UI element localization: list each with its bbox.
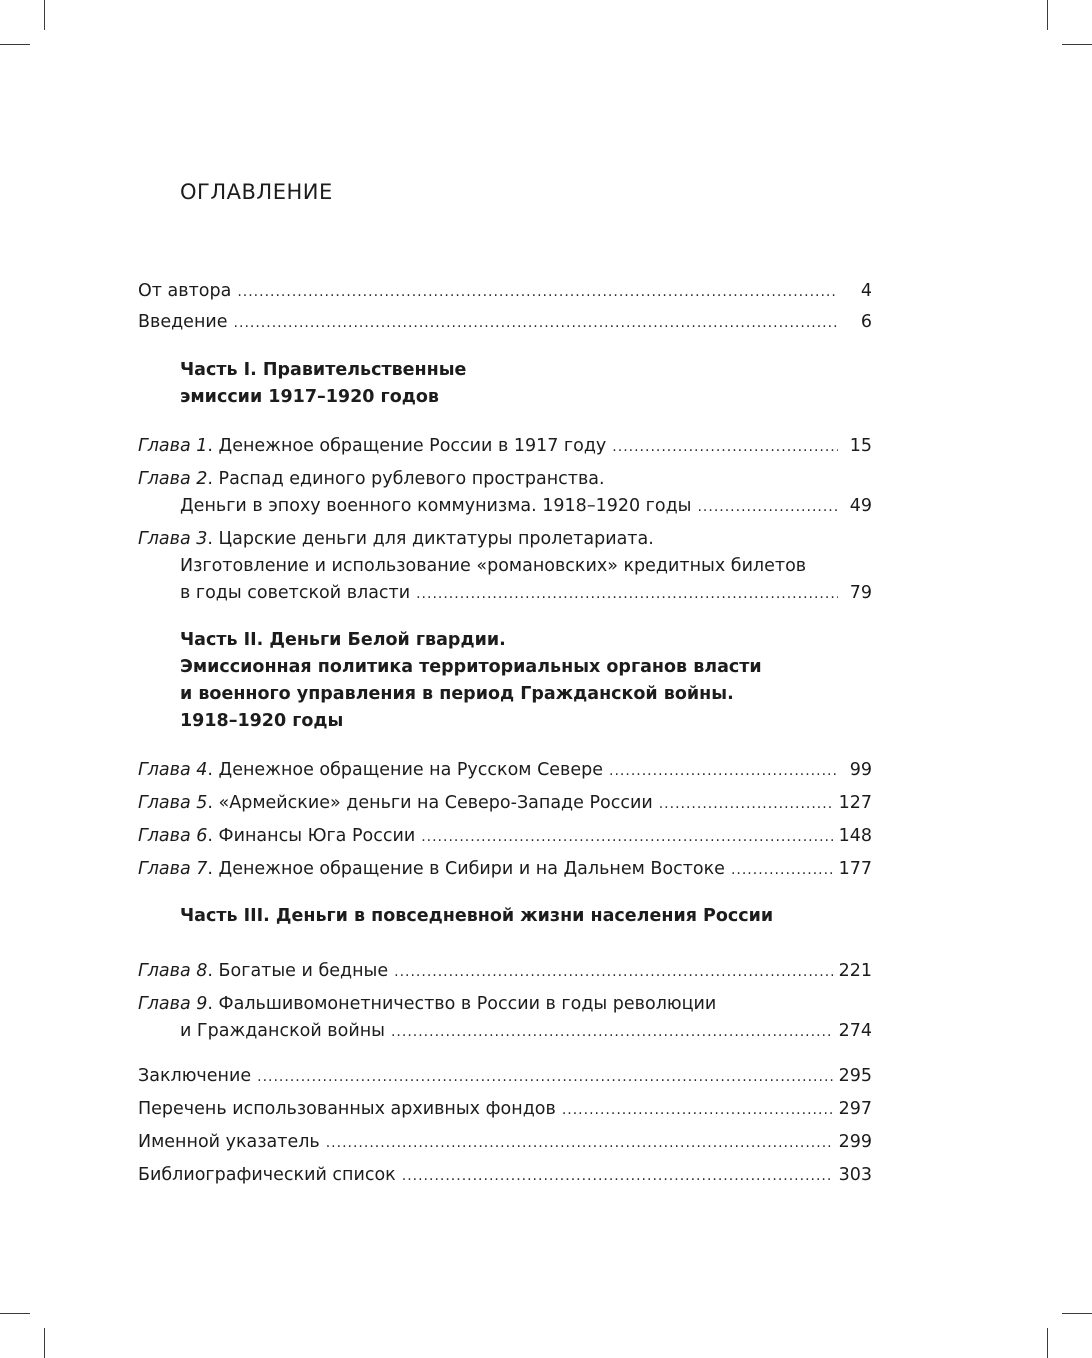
toc-entry-bibliography[interactable] [138, 1162, 872, 1190]
page-number: 148 [838, 826, 872, 846]
chapter-title: . Денежное обращение в Сибири и на Дальнем Востоке [207, 859, 725, 879]
part-heading-1 [180, 357, 820, 411]
page-number: 274 [838, 1021, 872, 1041]
page-number: 49 [849, 496, 872, 516]
chapter-title-cont: Деньги в эпоху военного коммунизма. 1918–1920 годы [180, 496, 692, 516]
dot-leader [234, 310, 838, 337]
page-number: 127 [838, 793, 872, 813]
entry-label: Введение [138, 312, 228, 332]
dot-leader [391, 1019, 833, 1046]
chapter-prefix: Глава 7 [138, 859, 208, 879]
chapter-title: . Распад единого рублевого пространства. [207, 469, 605, 489]
toc-entry-conclusion[interactable] [138, 1063, 872, 1091]
toc-entry-chapter-6[interactable] [138, 823, 872, 851]
page-number: 4 [860, 281, 872, 301]
part-line: Эмиссионная политика территориальных органов власти [180, 657, 762, 677]
toc-entry-chapter-2[interactable] [138, 466, 872, 521]
chapter-title: . Богатые и бедные [207, 961, 389, 981]
crop-mark [1047, 0, 1048, 30]
chapter-title: . Денежное обращение России в 1917 году [207, 436, 607, 456]
part-heading-2 [180, 627, 820, 735]
toc-entry-author[interactable] [138, 278, 872, 306]
crop-mark [0, 1313, 30, 1314]
page-title: ОГЛАВЛЕНИЕ [180, 180, 333, 204]
dot-leader [609, 758, 838, 785]
chapter-prefix: Глава 5 [138, 793, 208, 813]
toc-entry-archives[interactable] [138, 1096, 872, 1124]
crop-mark [1047, 1328, 1048, 1358]
dot-leader [237, 279, 838, 306]
toc-entry-chapter-4[interactable] [138, 757, 872, 785]
entry-label: Библиографический список [138, 1165, 396, 1185]
dot-leader [402, 1163, 833, 1190]
entry-label: Перечень использованных архивных фондов [138, 1099, 556, 1119]
chapter-prefix: Глава 1 [138, 436, 208, 456]
page-number: 99 [849, 760, 872, 780]
dot-leader [416, 581, 838, 608]
page-number: 79 [849, 583, 872, 603]
page-number: 303 [838, 1165, 872, 1185]
chapter-title-cont: Изготовление и использование «романовских» кредитных билетов [180, 556, 807, 576]
dot-leader [326, 1130, 833, 1157]
chapter-prefix: Глава 3 [138, 529, 208, 549]
toc-entry-chapter-9[interactable] [138, 991, 872, 1046]
dot-leader [612, 434, 838, 461]
part-heading-3 [180, 903, 820, 930]
part-line: эмиссии 1917–1920 годов [180, 387, 439, 407]
chapter-title-cont: и Гражданской войны [180, 1021, 385, 1041]
toc-entry-intro[interactable] [138, 309, 872, 337]
chapter-prefix: Глава 2 [138, 469, 208, 489]
entry-label: От автора [138, 281, 232, 301]
dot-leader [421, 824, 832, 851]
chapter-title: . Денежное обращение на Русском Севере [207, 760, 604, 780]
page-number: 6 [860, 312, 872, 332]
part-line: 1918–1920 годы [180, 711, 344, 731]
crop-mark [0, 44, 30, 45]
toc-entry-index[interactable] [138, 1129, 872, 1157]
page-number: 221 [838, 961, 872, 981]
part-line: Часть I. Правительственные [180, 360, 467, 380]
chapter-prefix: Глава 6 [138, 826, 208, 846]
chapter-title: . Царские деньги для диктатуры пролетариата. [207, 529, 654, 549]
part-line: Часть II. Деньги Белой гвардии. [180, 630, 506, 650]
crop-mark [44, 1328, 45, 1358]
dot-leader [731, 857, 833, 884]
dot-leader [562, 1097, 833, 1124]
toc-entry-chapter-1[interactable] [138, 433, 872, 461]
dot-leader [257, 1064, 832, 1091]
page-number: 297 [838, 1099, 872, 1119]
chapter-prefix: Глава 9 [138, 994, 208, 1014]
page-number: 15 [849, 436, 872, 456]
crop-mark [1062, 44, 1092, 45]
toc-entry-chapter-8[interactable] [138, 958, 872, 986]
part-line: и военного управления в период Гражданской войны. [180, 684, 734, 704]
chapter-title: . Фальшивомонетничество в России в годы революции [207, 994, 717, 1014]
dot-leader [659, 791, 833, 818]
chapter-prefix: Глава 8 [138, 961, 208, 981]
page-number: 177 [838, 859, 872, 879]
chapter-title: . Финансы Юга России [207, 826, 416, 846]
dot-leader [394, 959, 832, 986]
entry-label: Именной указатель [138, 1132, 320, 1152]
toc-entry-chapter-5[interactable] [138, 790, 872, 818]
entry-label: Заключение [138, 1066, 252, 1086]
page-number: 295 [838, 1066, 872, 1086]
chapter-title: . «Армейские» деньги на Северо-Западе России [207, 793, 653, 813]
page-number: 299 [838, 1132, 872, 1152]
toc-entry-chapter-7[interactable] [138, 856, 872, 884]
toc-entry-chapter-3[interactable] [138, 526, 872, 608]
part-line: Часть III. Деньги в повседневной жизни населения России [180, 906, 774, 926]
crop-mark [1062, 1313, 1092, 1314]
chapter-prefix: Глава 4 [138, 760, 208, 780]
crop-mark [44, 0, 45, 30]
dot-leader [697, 494, 838, 521]
chapter-title-cont: в годы советской власти [180, 583, 411, 603]
